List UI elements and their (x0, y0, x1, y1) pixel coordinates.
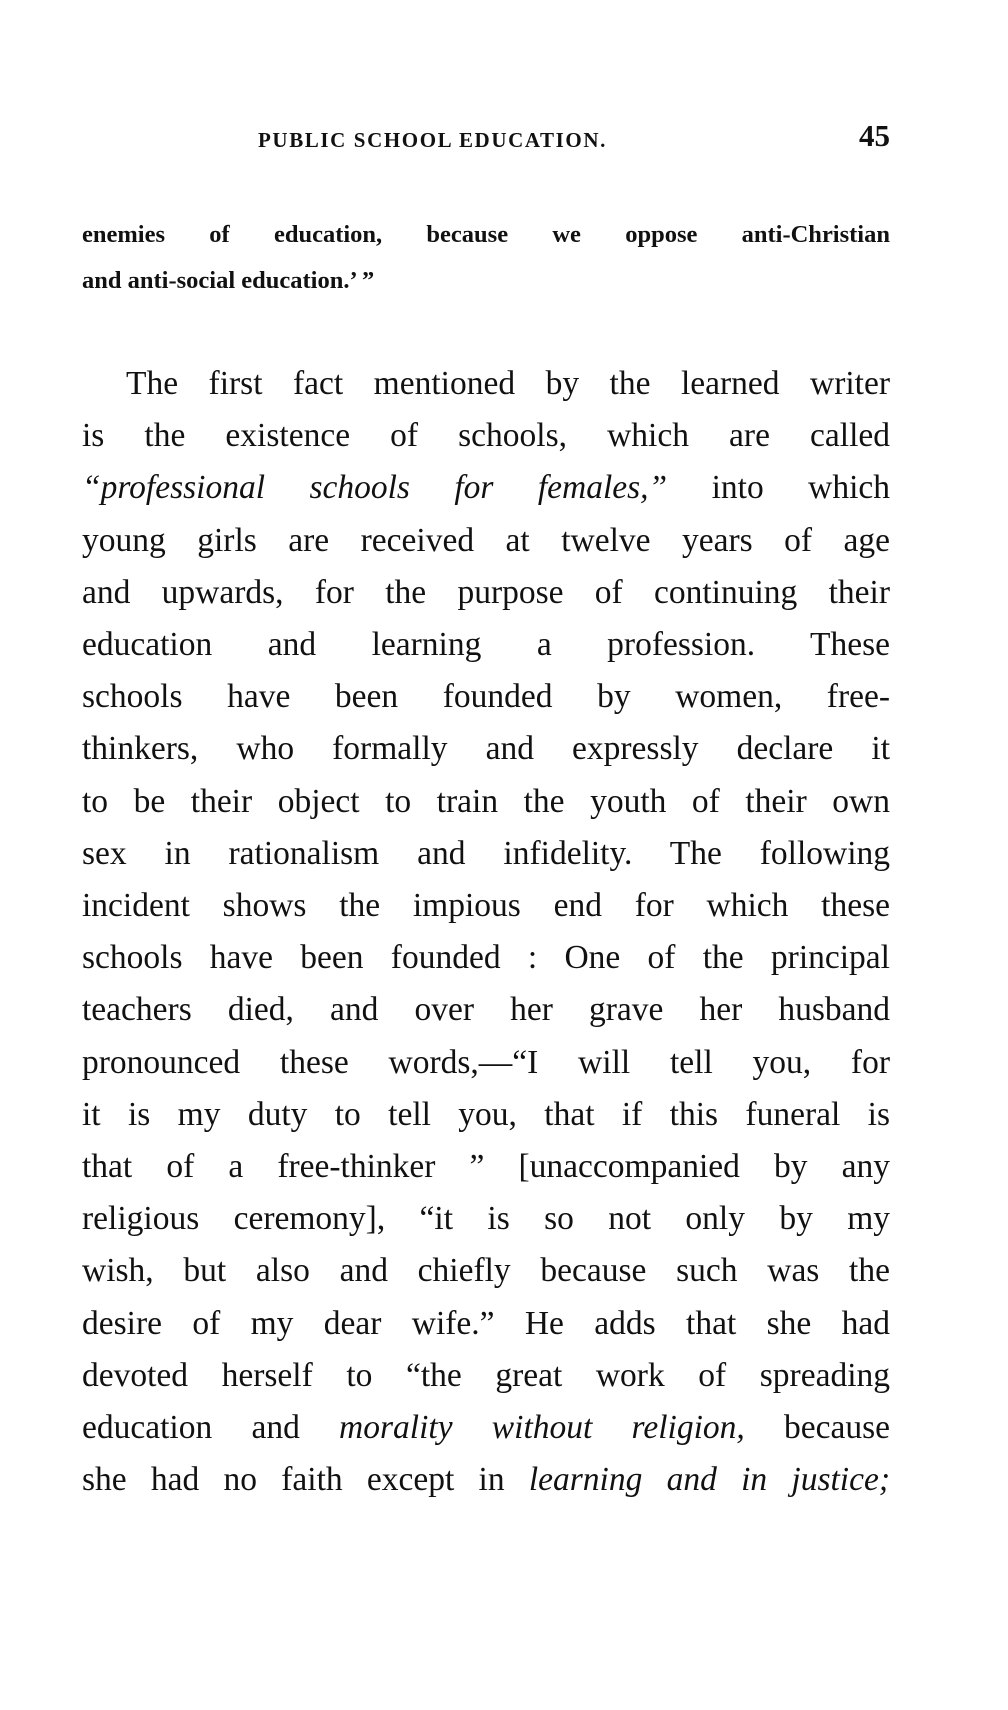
italic-phrase: “professional schools for females,” (82, 469, 668, 507)
quotation-block (82, 212, 890, 304)
text-line: wish, but also and chiefly because such was the (82, 1252, 890, 1290)
text-line (82, 1402, 890, 1454)
body-paragraph (82, 358, 890, 1506)
text-line: incident shows the impious end for which these (82, 887, 890, 925)
text-line: religious ceremony], “it is so not only by my (82, 1200, 890, 1238)
text-line: devoted herself to “the great work of spreading (82, 1356, 890, 1394)
text-line: teachers died, and over her grave her husband (82, 991, 890, 1029)
text-line (82, 462, 890, 514)
italic-phrase: learning and in justice; (528, 1461, 890, 1499)
text-line: schools have been founded : One of the principal (82, 939, 890, 977)
quote-line: enemies of education, because we oppose anti-Christian (82, 221, 890, 248)
text-line: is the existence of schools, which are called (82, 417, 890, 455)
text-fragment: into which (667, 469, 890, 507)
quote-line: and anti-social education.’ ” (82, 267, 375, 294)
text-line: education and learning a profession. These (82, 626, 890, 664)
text-line: sex in rationalism and infidelity. The following (82, 834, 890, 872)
text-line: thinkers, who formally and expressly declare it (82, 730, 890, 768)
text-line: to be their object to train the youth of their own (82, 782, 890, 820)
text-fragment: because (744, 1409, 890, 1447)
text-line: pronounced these words,—“I will tell you, for (82, 1043, 890, 1081)
text-line: it is my duty to tell you, that if this funeral is (82, 1095, 890, 1133)
text-line: young girls are received at twelve years of age (82, 521, 890, 559)
text-line: that of a free-thinker ” [unaccompanied by any (82, 1148, 890, 1186)
page-number: 45 (859, 118, 890, 153)
text-line (82, 1454, 890, 1506)
text-fragment: she had no faith except in (82, 1461, 529, 1499)
text-line: The first fact mentioned by the learned writer (126, 365, 890, 402)
text-line: desire of my dear wife.” He adds that she had (82, 1304, 890, 1342)
text-line: schools have been founded by women, free- (82, 678, 890, 716)
page-header (82, 118, 890, 158)
text-fragment: education and (82, 1409, 340, 1447)
text-line: and upwards, for the purpose of continuing their (82, 573, 890, 611)
running-head: PUBLIC SCHOOL EDUCATION. (258, 128, 607, 152)
italic-phrase: morality without religion, (339, 1409, 745, 1447)
